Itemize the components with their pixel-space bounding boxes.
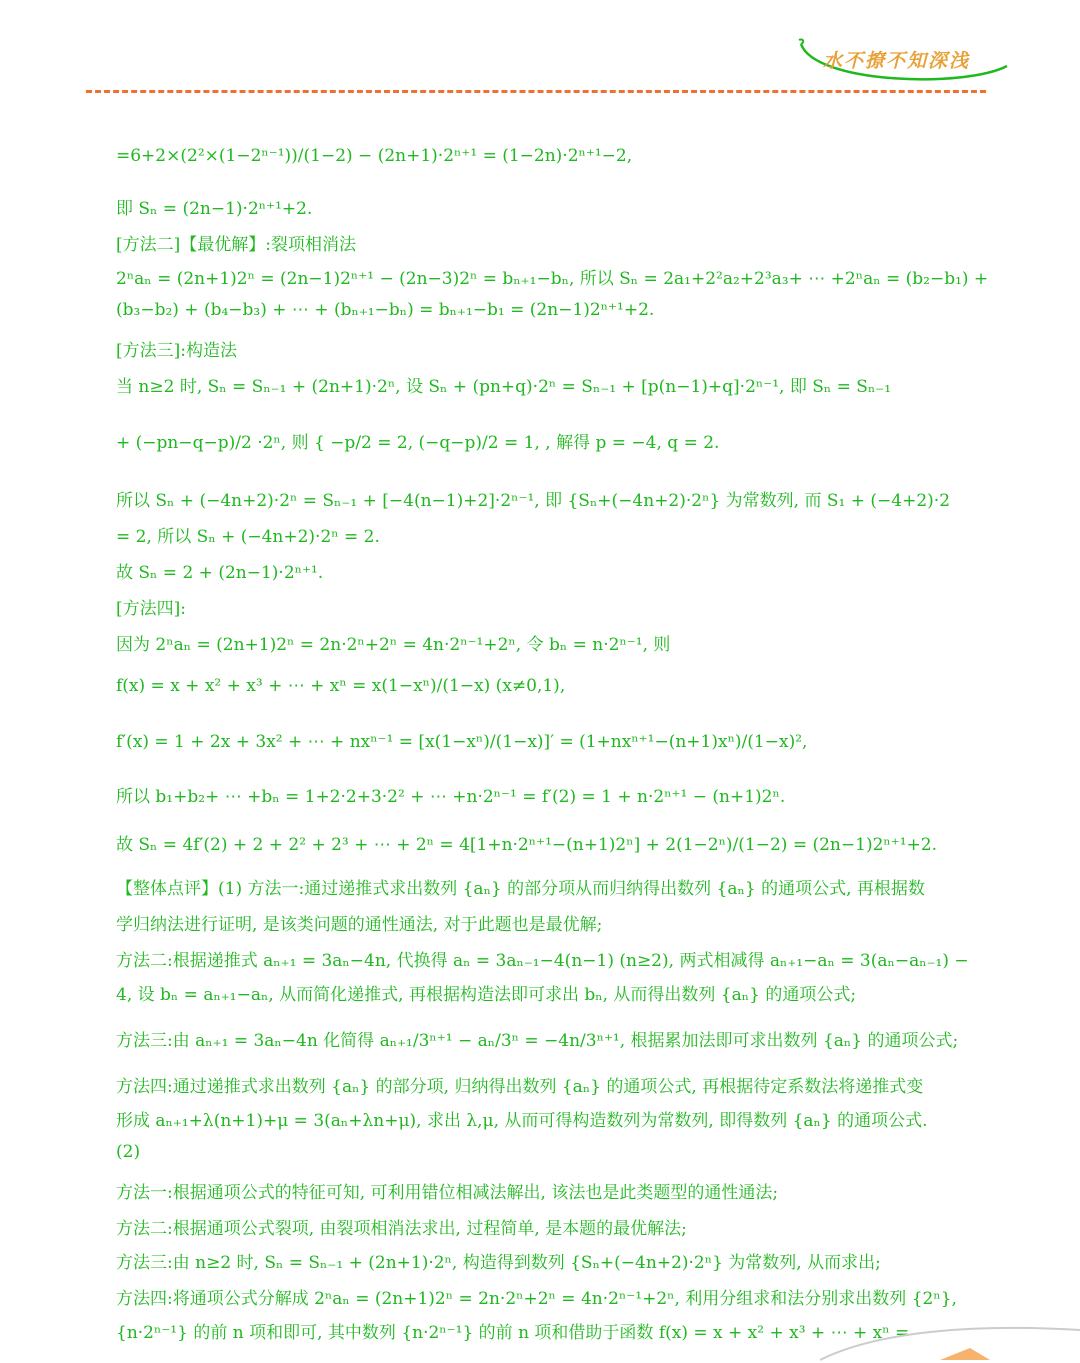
text-line: 故 Sₙ = 2 + (2n−1)·2ⁿ⁺¹. bbox=[116, 563, 324, 583]
text-line: (2) bbox=[116, 1142, 141, 1162]
text-line: 方法一:根据通项公式的特征可知, 可利用错位相减法解出, 该法也是此类题型的通性通法; bbox=[116, 1183, 779, 1203]
text-line: (b₃−b₂) + (b₄−b₃) + ⋯ + (bₙ₊₁−bₙ) = bₙ₊₁−b₁ = (2n−1)2ⁿ⁺¹+2. bbox=[116, 300, 655, 320]
text-line: 即 Sₙ = (2n−1)·2ⁿ⁺¹+2. bbox=[116, 199, 313, 219]
section-heading: [方法二]【最优解】:裂项相消法 bbox=[116, 235, 356, 255]
text-line: 所以 b₁+b₂+ ⋯ +bₙ = 1+2·2+3·2² + ⋯ +n·2ⁿ⁻¹ = f′(2) = 1 + n·2ⁿ⁺¹ − (n+1)2ⁿ. bbox=[116, 787, 786, 807]
text-line: {n·2ⁿ⁻¹} 的前 n 项和即可, 其中数列 {n·2ⁿ⁻¹} 的前 n 项和借助于函数 f(x) = x + x² + x³ + ⋯ + xⁿ = bbox=[116, 1323, 910, 1343]
logo-text: 水不撩不知深浅 bbox=[823, 50, 971, 72]
text-line: 4, 设 bₙ = aₙ₊₁−aₙ, 从而简化递推式, 再根据构造法即可求出 bₙ, 从而得出数列 {aₙ} 的通项公式; bbox=[116, 985, 857, 1005]
text-line: = 2, 所以 Sₙ + (−4n+2)·2ⁿ = 2. bbox=[116, 527, 380, 547]
text-line: 方法四:通过递推式求出数列 {aₙ} 的部分项, 归纳得出数列 {aₙ} 的通项公式, 再根据待定系数法将递推式变 bbox=[116, 1077, 924, 1097]
header-divider bbox=[86, 90, 986, 93]
text-line: f(x) = x + x² + x³ + ⋯ + xⁿ = x(1−xⁿ)/(1−x) (x≠0,1), bbox=[116, 676, 566, 696]
header-logo bbox=[795, 36, 1020, 88]
section-heading: [方法三]:构造法 bbox=[116, 341, 237, 361]
text-line: 方法二:根据通项公式裂项, 由裂项相消法求出, 过程简单, 是本题的最优解法; bbox=[116, 1219, 687, 1239]
text-line: + (−pn−q−p)/2 ·2ⁿ, 则 { −p/2 = 2, (−q−p)/2 = 1, , 解得 p = −4, q = 2. bbox=[116, 433, 720, 453]
text-line: 故 Sₙ = 4f′(2) + 2 + 2² + 2³ + ⋯ + 2ⁿ = 4[1+n·2ⁿ⁺¹−(n+1)2ⁿ] + 2(1−2ⁿ)/(1−2) = (2n−1)2ⁿ⁺¹+2. bbox=[116, 835, 937, 855]
text-line: 方法三:由 aₙ₊₁ = 3aₙ−4n 化简得 aₙ₊₁/3ⁿ⁺¹ − aₙ/3ⁿ = −4n/3ⁿ⁺¹, 根据累加法即可求出数列 {aₙ} 的通项公式; bbox=[116, 1031, 959, 1051]
text-line: =6+2×(2²×(1−2ⁿ⁻¹))/(1−2) − (2n+1)·2ⁿ⁺¹ = (1−2n)·2ⁿ⁺¹−2, bbox=[116, 146, 633, 166]
text-line: 因为 2ⁿaₙ = (2n+1)2ⁿ = 2n·2ⁿ+2ⁿ = 4n·2ⁿ⁻¹+2ⁿ, 令 bₙ = n·2ⁿ⁻¹, 则 bbox=[116, 635, 671, 655]
text-line: 方法四:将通项公式分解成 2ⁿaₙ = (2n+1)2ⁿ = 2n·2ⁿ+2ⁿ = 4n·2ⁿ⁻¹+2ⁿ, 利用分组求和法分别求出数列 {2ⁿ}, bbox=[116, 1289, 957, 1309]
text-line: 形成 aₙ₊₁+λ(n+1)+μ = 3(aₙ+λn+μ), 求出 λ,μ, 从而可得构造数列为常数列, 即得数列 {aₙ} 的通项公式. bbox=[116, 1111, 928, 1131]
text-line: 方法三:由 n≥2 时, Sₙ = Sₙ₋₁ + (2n+1)·2ⁿ, 构造得到数列 {Sₙ+(−4n+2)·2ⁿ} 为常数列, 从而求出; bbox=[116, 1253, 881, 1273]
text-line: 2ⁿaₙ = (2n+1)2ⁿ = (2n−1)2ⁿ⁺¹ − (2n−3)2ⁿ = bₙ₊₁−bₙ, 所以 Sₙ = 2a₁+2²a₂+2³a₃+ ⋯ +2ⁿaₙ = (b₂−b₁) + bbox=[116, 269, 989, 289]
review-heading: 【整体点评】(1) 方法一:通过递推式求出数列 {aₙ} 的部分项从而归纳得出数列 {aₙ} 的通项公式, 再根据数 bbox=[116, 879, 925, 899]
footer-decoration-icon bbox=[820, 1320, 1080, 1363]
text-line: 当 n≥2 时, Sₙ = Sₙ₋₁ + (2n+1)·2ⁿ, 设 Sₙ + (pn+q)·2ⁿ = Sₙ₋₁ + [p(n−1)+q]·2ⁿ⁻¹, 即 Sₙ = Sₙ₋₁ bbox=[116, 377, 892, 397]
text-line: f′(x) = 1 + 2x + 3x² + ⋯ + nxⁿ⁻¹ = [x(1−xⁿ)/(1−x)]′ = (1+nxⁿ⁺¹−(n+1)xⁿ)/(1−x)², bbox=[116, 732, 808, 752]
text-line: 方法二:根据递推式 aₙ₊₁ = 3aₙ−4n, 代换得 aₙ = 3aₙ₋₁−4(n−1) (n≥2), 两式相减得 aₙ₊₁−aₙ = 3(aₙ−aₙ₋₁) − bbox=[116, 951, 969, 971]
text-line: 学归纳法进行证明, 是该类问题的通性通法, 对于此题也是最优解; bbox=[116, 915, 603, 935]
text-line: 所以 Sₙ + (−4n+2)·2ⁿ = Sₙ₋₁ + [−4(n−1)+2]·2ⁿ⁻¹, 即 {Sₙ+(−4n+2)·2ⁿ} 为常数列, 而 S₁ + (−4+2)·2 bbox=[116, 491, 951, 511]
section-heading: [方法四]: bbox=[116, 599, 186, 619]
